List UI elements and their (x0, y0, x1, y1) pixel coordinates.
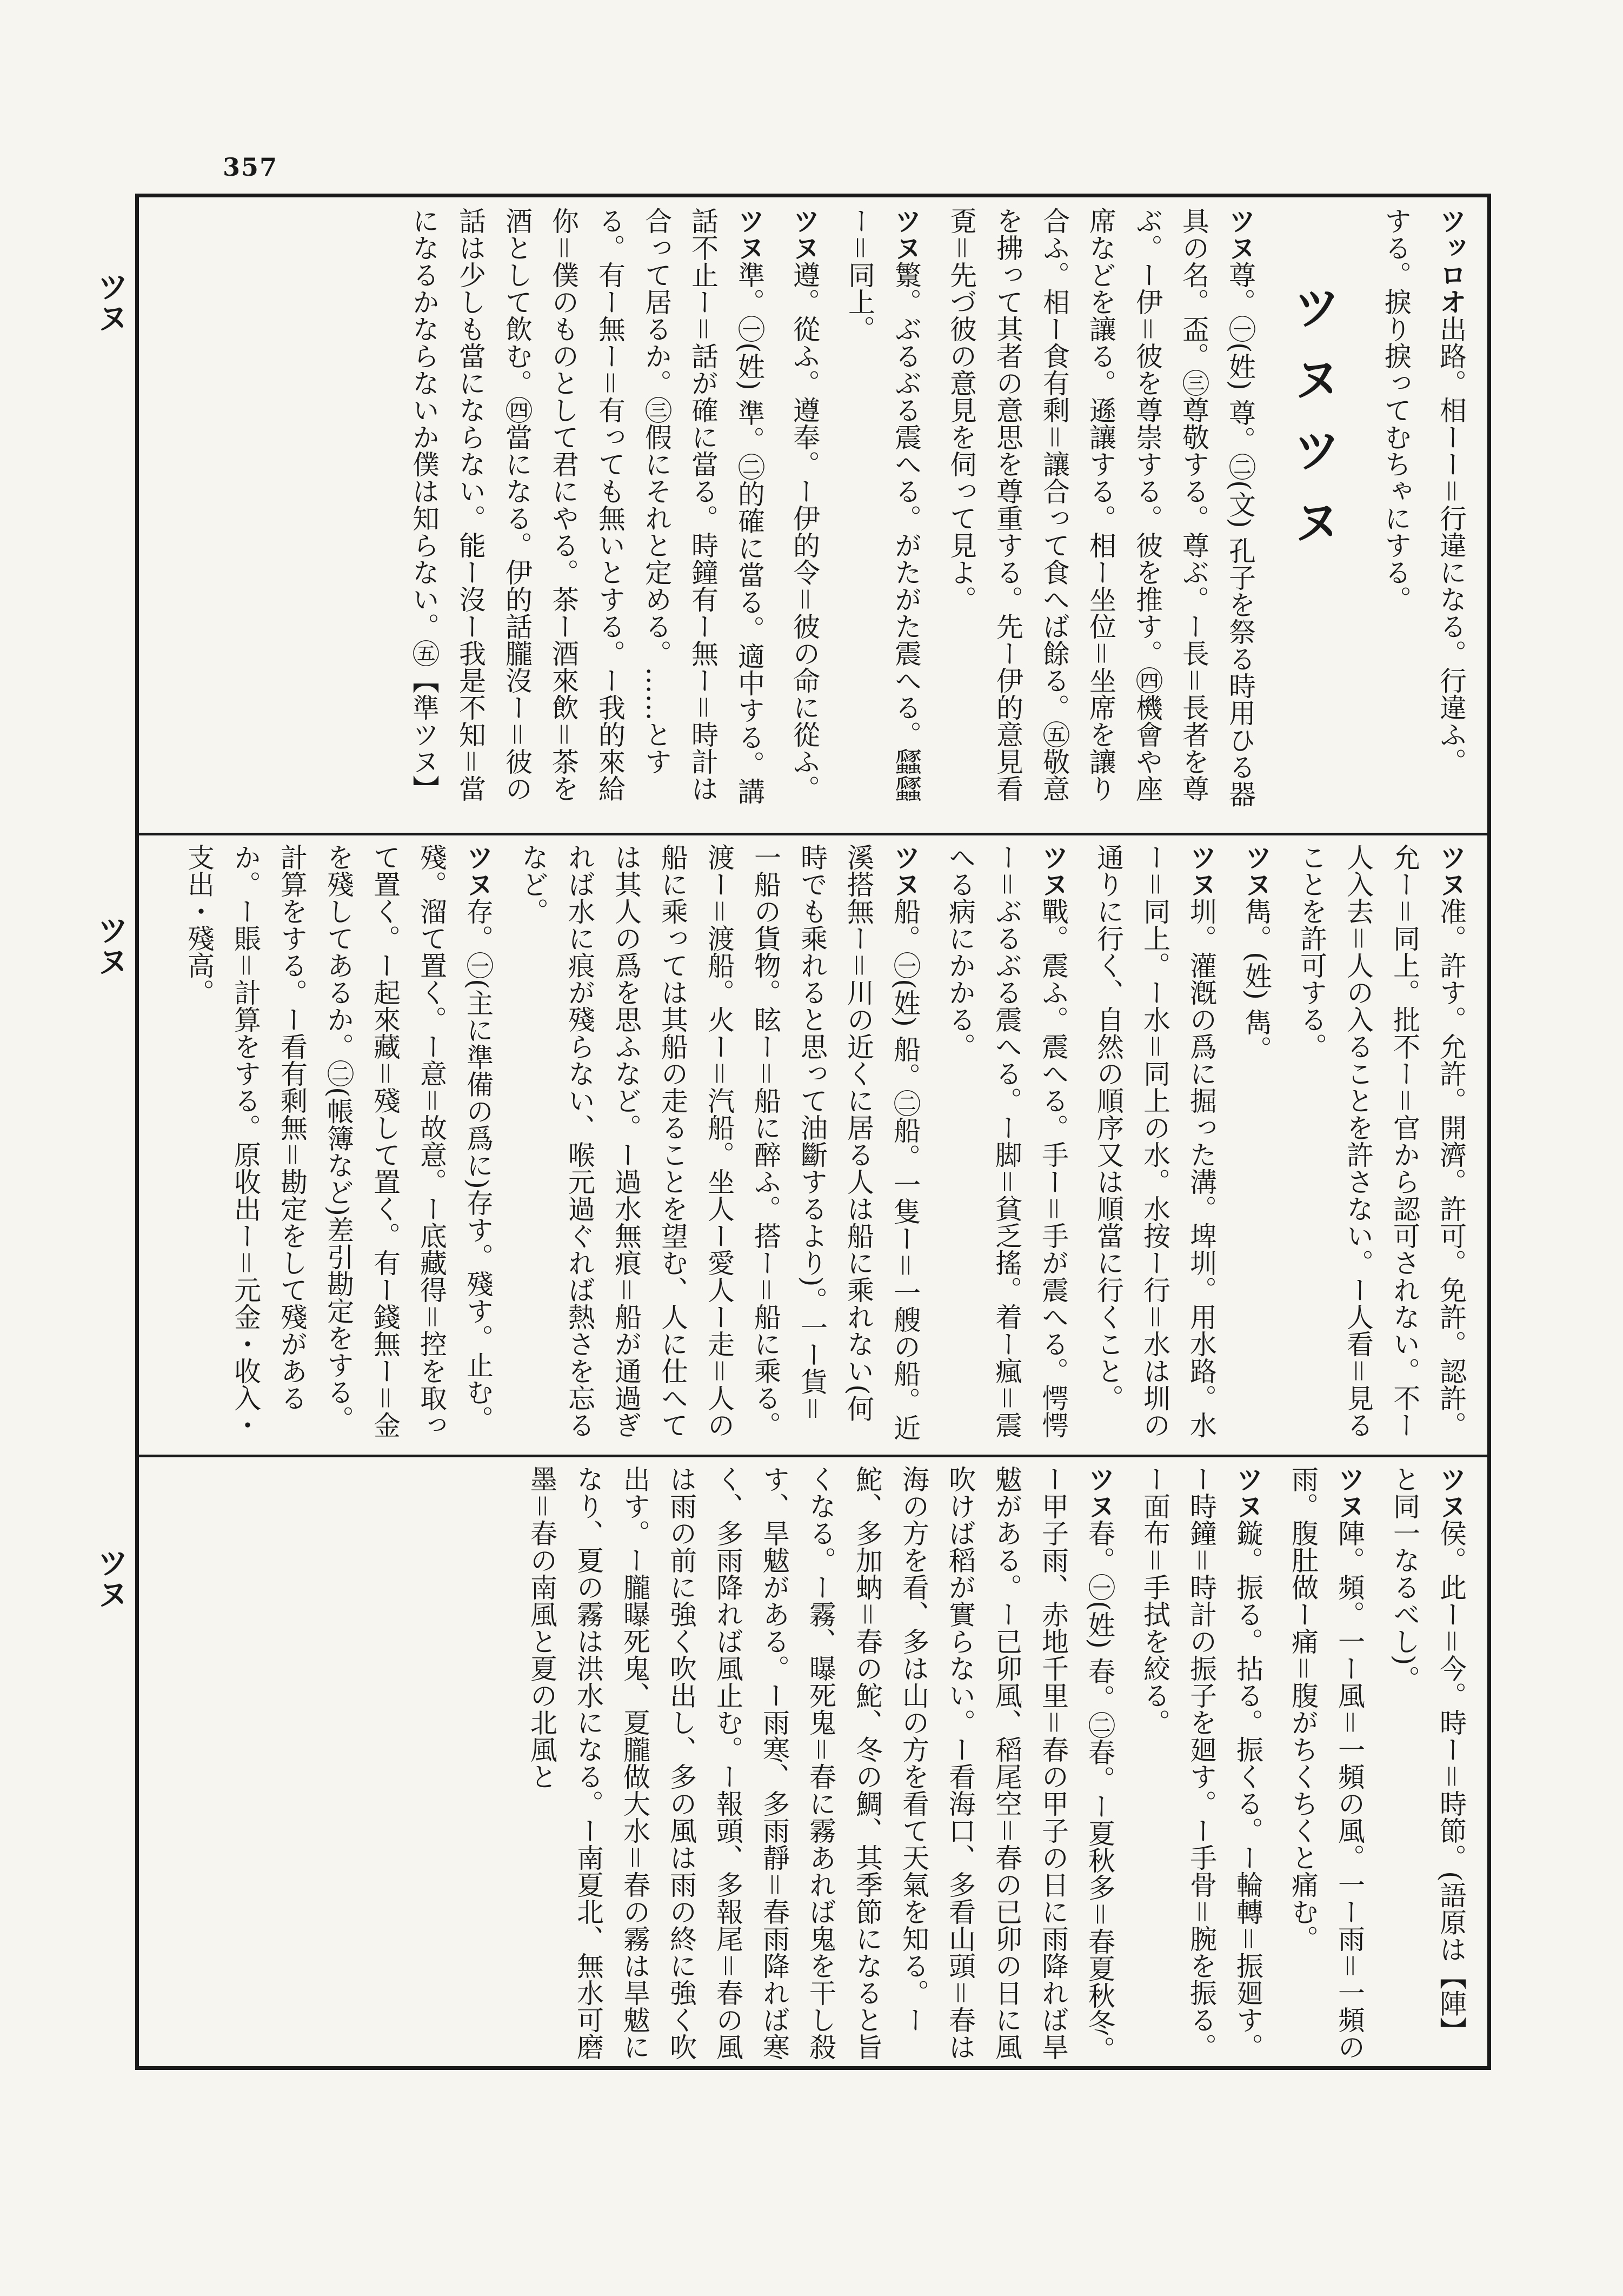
entry-text: 瀪。ぶるぶる震へる。がたがた震へる。瓥瓥ー＝同上。 (844, 207, 922, 802)
page-number: 357 (223, 152, 278, 182)
section-title: ツヌツヌ (1286, 283, 1342, 568)
dictionary-entry (938, 207, 1263, 824)
entry-head: ツヌ (1334, 1465, 1366, 1519)
entry-head: ツヌ (1232, 1465, 1264, 1519)
entry-text: 春。㊀(姓) 春。㊁春。ー夏秋多＝春夏秋冬。ー甲子雨、赤地千里＝春の甲子の日に雨降れば旱魃がある。ー已卯風、稻尾空＝春の已卯の日に風吹けば稻が實らない。ー看海口、多看山頭＝春は海の方を看、多は山の方を看て天氣を知る。ー鮀、多加蚋＝春の鮀、冬の鯛、其季節になると旨くなる。ー霧、曝死鬼＝春に霧あれば鬼を干し殺す、旱魃がある。ー雨寒、多雨靜＝春雨降れば寒く、多雨降れば風止む。ー報頭、多報尾＝春の風は雨の前に強く吹出し、多の風は雨の終に強く吹出す。ー朧曝死鬼、夏朧做大水＝春の霧は旱魃になり、夏の霧は洪水になる。ー南夏北、無水可磨墨＝春の南風と夏の北風と (526, 1465, 1115, 2063)
dictionary-entry (1233, 844, 1280, 1446)
dictionary-entry (1280, 1465, 1373, 2063)
entry-head: ツヌ (1225, 207, 1256, 261)
entry-text: 存。㊀(主に準備の爲に)存す。殘す。止む。殘。溜て置く。ー意＝故意。ー底藏得＝控を取って置く。ー起來藏＝殘して置く。有ー錢無ー＝金を殘してあるか。㊁(帳簿など)差引勘定をする。計算をする。ー看有剩無＝勘定をして殘があるか。ー賬＝計算をする。原收出ー＝元金・收入・支出・殘高。 (183, 844, 494, 1438)
side-index-label: ツヌ (92, 914, 129, 977)
dictionary-entry (1373, 207, 1419, 824)
dictionary-entry (1085, 844, 1225, 1446)
page-frame (135, 194, 1491, 2070)
band-divider (139, 1455, 1487, 1457)
dictionary-entry (176, 844, 501, 1446)
dictionary-entry (1428, 207, 1474, 824)
dictionary-entry (836, 207, 929, 824)
entry-head: ツヌ (1435, 844, 1467, 898)
entry-head: ツヌ (1186, 844, 1218, 898)
entry-head: ツヌ (1037, 844, 1069, 898)
entry-text: 准。許す。允許。開濟。許可。免許。認許。允ー＝同上。批不ー＝官から認可されない。不ー人入去＝人の入ることを許さない。ー人看＝見ることを許可する。 (1296, 844, 1467, 1438)
dictionary-entry (401, 207, 773, 824)
entry-head: ツヌ (789, 207, 821, 261)
entry-head: ツヌ (462, 844, 494, 898)
entry-text: 圳。灌漑の爲に掘った溝。埤圳。用水路。水ー＝同上。ー水＝同上の水。水按ー行＝水は圳の通りに行く、自然の順序又は順當に行くこと。 (1093, 844, 1217, 1438)
dictionary-entry (1381, 1465, 1474, 2063)
entry-text: 侯。此ー＝今。時ー＝時節。(語原は【陣】と同一なるべし)。 (1389, 1465, 1467, 2044)
entry-head: ツヌ (1435, 1465, 1467, 1519)
entry-text: 鏇。振る。拈る。振くる。ー輪轉＝振廻す。ー時鐘＝時計の振子を廻す。ー手骨＝腕を振る。ー面布＝手拭を絞る。 (1139, 1465, 1263, 2060)
entry-text: 戰。震ふ。震へる。手ー＝手が震へる。愕愕ー＝ぶるぶる震へる。ー脚＝貧乏搖。着ー瘋＝震へる病にかかる。 (944, 844, 1069, 1438)
side-index-label: ツヌ (92, 1547, 129, 1609)
dictionary-entry (510, 844, 928, 1446)
entry-head: ツヌ (890, 207, 922, 261)
entry-text: 雋。(姓) 雋。 (1241, 898, 1272, 1063)
entry-head: ツヌ (1084, 1465, 1116, 1519)
entry-head: ツヌ (734, 207, 766, 261)
entry-text: 遵。從ふ。遵奉。ー伊的令＝彼の命に從ふ。 (789, 261, 820, 802)
entry-text: 出路。相ーー＝行違になる。行違ふ。 (1435, 315, 1467, 775)
entry-text: する。捩り捩ってむちゃにする。 (1380, 207, 1412, 613)
dictionary-entry (1132, 1465, 1271, 2063)
dictionary-band-bottom (155, 1465, 1474, 2063)
side-index-label: ツヌ (92, 270, 129, 333)
entry-text: 船。㊀(姓) 船。㊁船。一隻ー＝一艘の船。近溪搭無ー＝川の近くに居る人は船に乘れない(何時でも乘れると思って油斷するより)。一ー貨＝一船の貨物。眩ー＝船に醉ふ。搭ー＝船に乘る。渡ー＝渡船。火ー＝汽船。坐人ー愛人ー走＝人の船に乘っては其船の走ることを望む、人に仕へては其人の爲を思ふなど。ー過水無痕＝船が通過ぎれば水に痕が殘らない、喉元過ぐれば熱さを忘るなど。 (517, 844, 921, 1441)
dictionary-entry (1288, 844, 1474, 1446)
dictionary-entry (518, 1465, 1123, 2063)
entry-text: 陣。頻。一ー風＝一頻の風。一ー雨＝一頻の雨。腹肚做ー痛＝腹がちくちくと痛む。 (1287, 1465, 1365, 2060)
dictionary-band-middle (155, 844, 1474, 1446)
entry-head: ツヌ (889, 844, 921, 898)
entry-text: 尊。㊀(姓) 尊。㊁(文) 孔子を祭る時用ひる器具の名。盃。㊂尊敬する。尊ぶ。ー長＝長者を尊ぶ。ー伊＝彼を尊崇する。彼を推す。㊃機會や座席などを讓る。遜讓する。相ー坐位＝坐席を讓り合ふ。相ー食有剩＝讓合って食へば餘る。㊄敬意を拂って其者の意思を尊重する。先ー伊的意見看覔＝先づ彼の意見を伺って見よ。 (946, 207, 1256, 807)
entry-text: 準。㊀(姓) 準。㊁的確に當る。適中する。講話不止ー＝話が確に當る。時鐘有ー無ー＝時計は合って居るか。㊂假にそれと定める。……とする。有ー無ー＝有っても無いとする。ー我的來給你＝僕のものとして君にやる。茶ー酒來飲＝茶を酒として飲む。㊃當になる。伊的話朧沒ー＝彼の話は少しも當にならない。能ー沒ー我是不知＝當になるかならないか僕は知らない。㊄【準ツヌ】 (408, 207, 765, 805)
entry-head: ツヌ (1241, 844, 1273, 898)
entry-head: ツッロオ (1435, 207, 1467, 315)
dictionary-band-top (155, 207, 1474, 824)
band-divider (139, 833, 1487, 835)
dictionary-entry (781, 207, 828, 824)
dictionary-entry (937, 844, 1076, 1446)
